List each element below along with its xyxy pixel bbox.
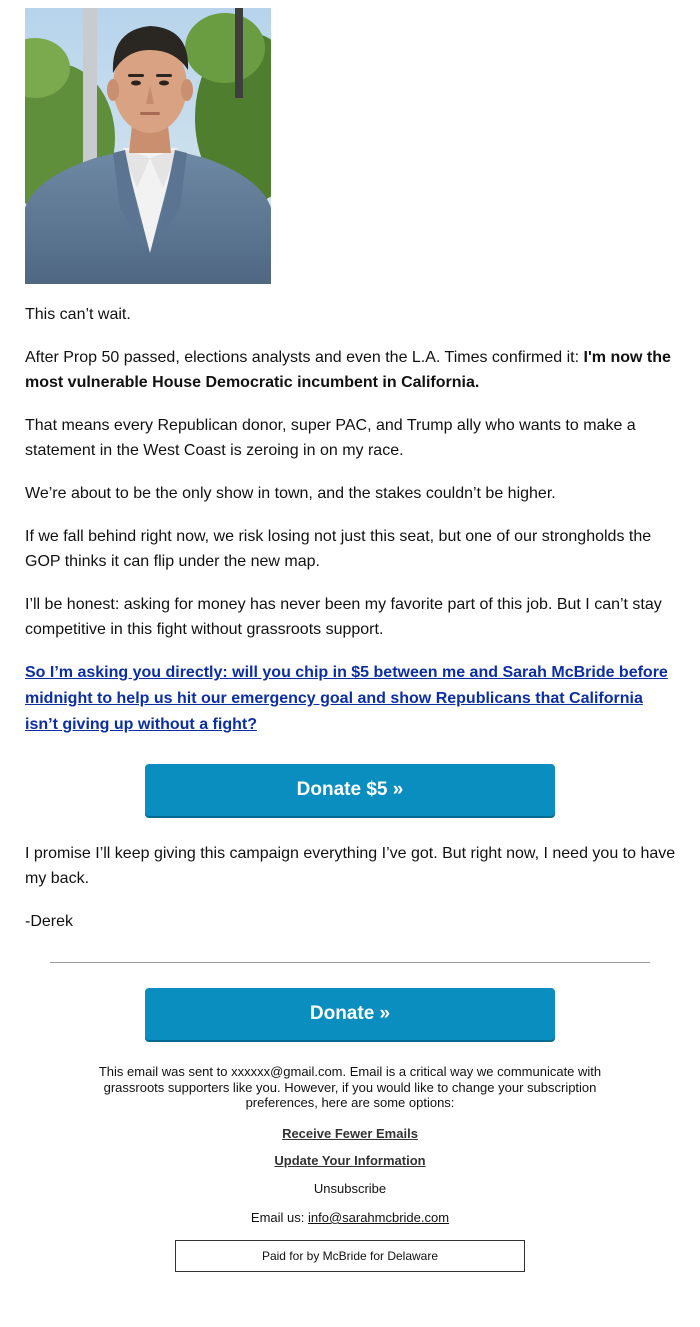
paragraph-honest: I’ll be honest: asking for money has never been my favorite part of this job. But I can’t stay competitive in this fight without grassroots support. [25,596,662,638]
donate-wrapper [25,988,675,1040]
paragraph-intro: This can’t wait. [25,306,131,323]
unsubscribe-row [25,1181,675,1197]
footer [25,1064,675,1272]
cta-donation-link[interactable]: So I’m asking you directly: will you chip in $5 between me and Sarah McBride before midnight to help us hit our emergency goal and show Republicans that California isn’t giving up without a fight? [25,664,668,733]
paragraph-fall-behind: If we fall behind right now, we risk losing not just this seat, but one of our strongholds the GOP thinks it can flip under the new map. [25,528,652,570]
paragraph-prop50 [25,345,680,395]
email-us-link[interactable]: info@sarahmcbride.com [307,1210,450,1225]
donate-button[interactable]: Donate » [145,988,555,1040]
paragraph-only-show: We’re about to be the only show in town, and the stakes couldn’t be higher. [25,485,556,502]
donate-5-button[interactable]: Donate $5 » [145,764,555,816]
receive-fewer-emails-link[interactable]: Receive Fewer Emails [282,1125,418,1141]
paragraph-prop50-text: After Prop 50 passed, elections analysts and even the L.A. Times confirmed it: [25,349,584,366]
footer-intro: This email was sent to xxxxxx@gmail.com. Email is a critical way we communicate with grassroots supporters like you. However, if you would like to change your subscription preferences, here are some options: [98,1064,602,1110]
email-body [25,8,680,1272]
paid-for-disclaimer: Paid for by McBride for Delaware [175,1240,525,1272]
paragraph-prop50-bold: I'm now the most vulnerable House Democratic incumbent in California. [25,349,671,391]
divider [50,962,650,963]
signoff: -Derek [25,913,74,930]
paragraph-republican-donors: That means every Republican donor, super PAC, and Trump ally who wants to make a statement in the West Coast is zeroing in on my race. [25,417,636,459]
unsubscribe-link[interactable]: Unsubscribe [313,1180,387,1196]
update-info-row [25,1153,675,1169]
fewer-emails-row [25,1126,675,1142]
email-us-row [25,1210,675,1226]
donate5-wrapper [25,764,675,816]
email-us-label: Email us: [250,1210,308,1225]
paragraph-cta [25,660,680,738]
update-information-link[interactable]: Update Your Information [274,1153,426,1168]
portrait-photo [25,8,271,284]
paragraph-promise: I promise I’ll keep giving this campaign everything I’ve got. But right now, I need you to have my back. [25,845,676,887]
